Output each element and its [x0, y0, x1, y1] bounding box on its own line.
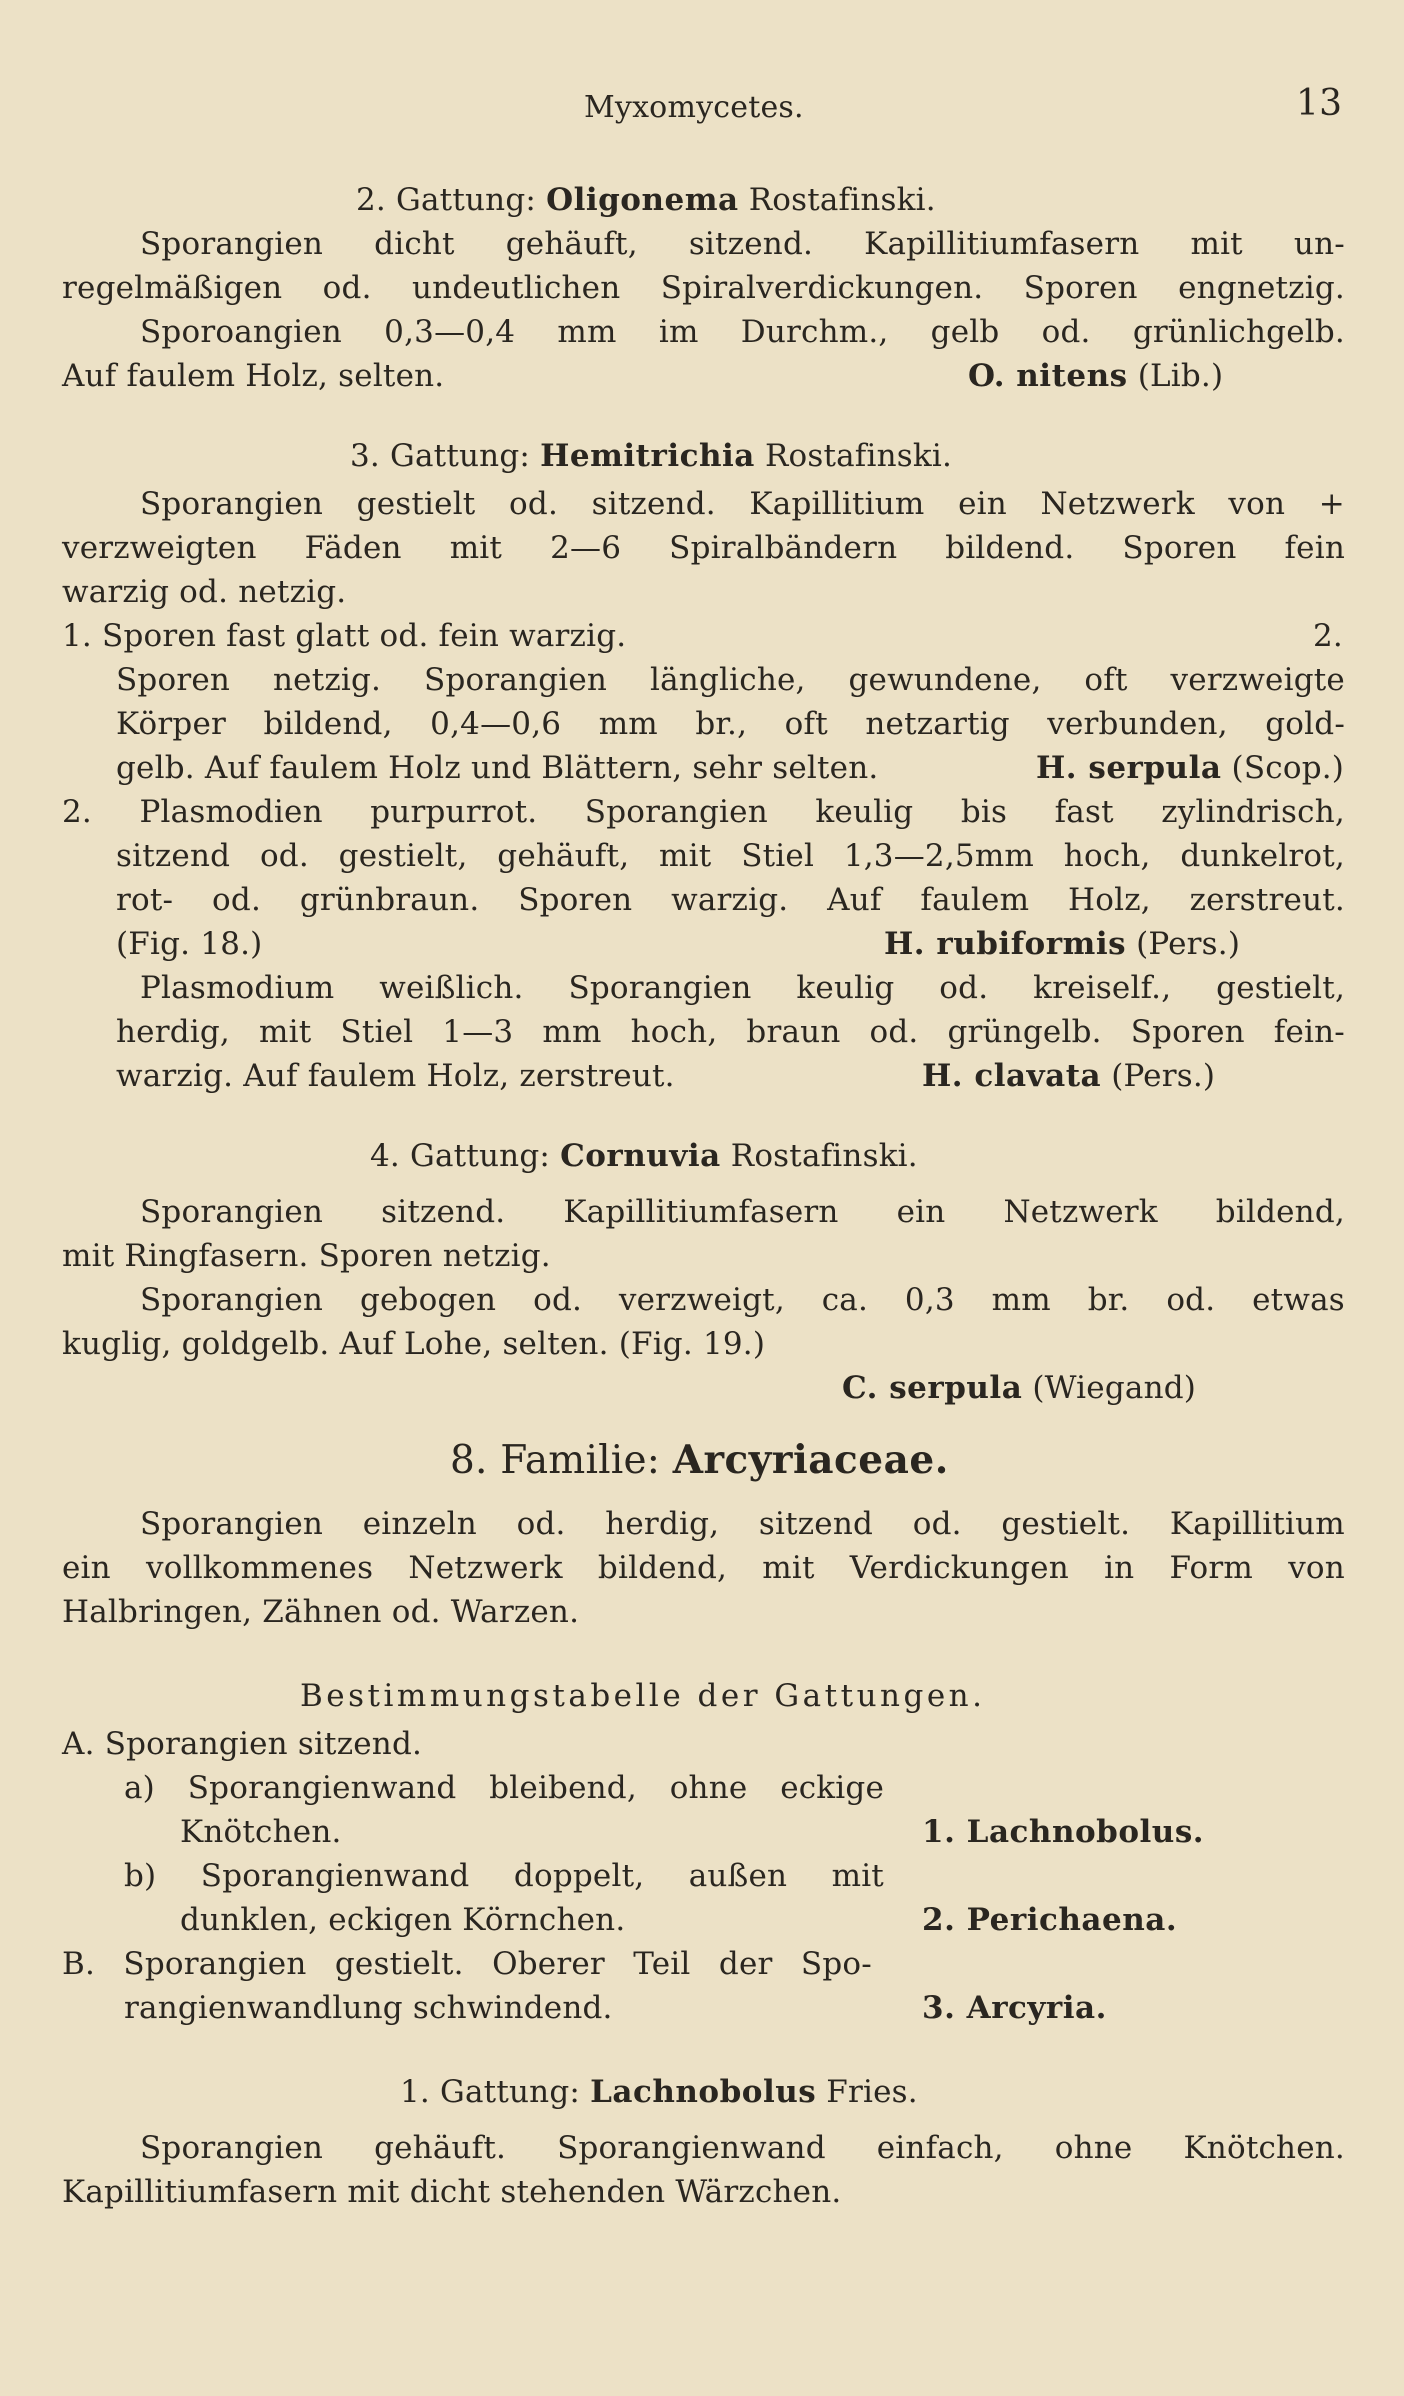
genus-heading-cornuvia — [370, 1136, 918, 1176]
text-line: kuglig, goldgelb. Auf Lohe, selten. (Fig. 19.) — [62, 1326, 766, 1362]
key-step-1: 1. Sporen fast glatt od. fein warzig. — [62, 618, 627, 654]
genus-heading-prefix: 4. Gattung: — [370, 1138, 551, 1174]
text-line: gelb. Auf faulem Holz und Blättern, sehr selten. — [116, 750, 879, 786]
species-hemitrichia-rubiformis — [884, 924, 1240, 964]
key-result-perichaena: 2. Perichaena. — [922, 1902, 1178, 1938]
text-line: Sporangien dicht gehäuft, sitzend. Kapillitiumfasern mit un- — [140, 226, 1345, 262]
genus-heading-lachnobolus — [400, 2072, 918, 2112]
text-line: warzig. Auf faulem Holz, zerstreut. — [116, 1058, 675, 1094]
key-result-lachnobolus: 1. Lachnobolus. — [922, 1814, 1205, 1850]
species-oligonema-nitens — [968, 356, 1223, 396]
family-prefix: 8. Familie: — [450, 1438, 661, 1483]
text-line: herdig, mit Stiel 1—3 mm hoch, braun od. grüngelb. Sporen fein- — [116, 1014, 1345, 1050]
text-line: Sporangien gebogen od. verzweigt, ca. 0,3 mm br. od. etwas — [140, 1282, 1345, 1318]
text-line: Sporangien einzeln od. herdig, sitzend od. gestielt. Kapillitium — [140, 1506, 1345, 1542]
text-line: regelmäßigen od. undeutlichen Spiralverdickungen. Sporen engnetzig. — [62, 270, 1345, 306]
species-cornuvia-serpula — [842, 1368, 1196, 1408]
family-name: Arcyriaceae. — [672, 1437, 949, 1483]
text-line: rot- od. grünbraun. Sporen warzig. Auf faulem Holz, zerstreut. — [116, 882, 1345, 918]
text-line: Sporangien gehäuft. Sporangienwand einfach, ohne Knötchen. — [140, 2130, 1345, 2166]
species-author: (Wiegand) — [1032, 1370, 1197, 1406]
running-header: Myxomycetes. — [584, 90, 804, 125]
text-line: Körper bildend, 0,4—0,6 mm br., oft netzartig verbunden, gold- — [116, 706, 1345, 742]
genus-heading-hemitrichia — [350, 436, 952, 476]
genus-heading-prefix: 1. Gattung: — [400, 2074, 581, 2110]
species-author: (Pers.) — [1111, 1058, 1216, 1094]
key-entry-b-cont: rangienwandlung schwindend. — [124, 1990, 613, 2026]
family-heading — [450, 1437, 949, 1483]
text-line: verzweigten Fäden mit 2—6 Spiralbändern bildend. Sporen fein — [62, 530, 1345, 566]
key-entry-a-b-cont: dunklen, eckigen Körnchen. — [180, 1902, 626, 1938]
species-hemitrichia-clavata — [922, 1056, 1215, 1096]
species-name: H. clavata — [922, 1058, 1102, 1094]
text-line: Kapillitiumfasern mit dicht stehenden Wärzchen. — [62, 2174, 842, 2210]
text-line: Plasmodium weißlich. Sporangien keulig od. kreiself., gestielt, — [140, 970, 1345, 1006]
genus-heading-prefix: 3. Gattung: — [350, 438, 531, 474]
species-author: (Scop.) — [1231, 750, 1345, 786]
genus-author: Rostafinski. — [730, 1138, 918, 1174]
text-line: Sporen netzig. Sporangien längliche, gewundene, oft verzweigte — [116, 662, 1345, 698]
species-author: (Pers.) — [1136, 926, 1241, 962]
text-line: Halbringen, Zähnen od. Warzen. — [62, 1594, 580, 1630]
key-step-ref: 2. — [1313, 618, 1343, 654]
species-name: C. serpula — [842, 1370, 1023, 1406]
text-line: ein vollkommenes Netzwerk bildend, mit Verdickungen in Form von — [62, 1550, 1345, 1586]
genus-name: Hemitrichia — [540, 438, 755, 474]
genus-author: Rostafinski. — [764, 438, 953, 474]
key-entry-a-a: a) Sporangienwand bleibend, ohne eckige — [124, 1770, 884, 1806]
genus-author: Fries. — [826, 2074, 918, 2110]
key-entry-b: B. Sporangien gestielt. Oberer Teil der Spo- — [62, 1946, 872, 1982]
species-hemitrichia-serpula — [1036, 748, 1344, 788]
text-line: Sporoangien 0,3—0,4 mm im Durchm., gelb od. grünlichgelb. — [140, 314, 1345, 350]
genus-name: Oligonema — [546, 182, 739, 218]
key-entry-a-a-cont: Knötchen. — [180, 1814, 342, 1850]
text-line: warzig od. netzig. — [62, 574, 347, 610]
species-name: O. nitens — [968, 358, 1128, 394]
text-line: mit Ringfasern. Sporen netzig. — [62, 1238, 551, 1274]
page-number: 13 — [1296, 83, 1343, 124]
genus-author: Rostafinski. — [748, 182, 936, 218]
text-line: sitzend od. gestielt, gehäuft, mit Stiel 1,3—2,5mm hoch, dunkelrot, — [116, 838, 1345, 874]
genus-heading-prefix: 2. Gattung: — [356, 182, 537, 218]
species-name: H. serpula — [1036, 750, 1222, 786]
key-entry-a: A. Sporangien sitzend. — [62, 1726, 423, 1762]
key-table-title: Bestimmungstabelle der Gattungen. — [300, 1678, 986, 1714]
species-name: H. rubiformis — [884, 926, 1127, 962]
genus-name: Cornuvia — [560, 1138, 721, 1174]
genus-name: Lachnobolus — [590, 2074, 817, 2110]
text-line: Sporangien gestielt od. sitzend. Kapillitium ein Netzwerk von + — [140, 486, 1345, 522]
species-author: (Lib.) — [1137, 358, 1224, 394]
text-line: (Fig. 18.) — [116, 926, 263, 962]
text-line: Sporangien sitzend. Kapillitiumfasern ein Netzwerk bildend, — [140, 1194, 1345, 1230]
key-entry-a-b: b) Sporangienwand doppelt, außen mit — [124, 1858, 884, 1894]
key-result-arcyria: 3. Arcyria. — [922, 1990, 1107, 2026]
genus-heading-oligonema — [356, 180, 936, 220]
text-line: Auf faulem Holz, selten. — [62, 358, 445, 394]
text-line: 2. Plasmodien purpurrot. Sporangien keulig bis fast zylindrisch, — [62, 794, 1345, 830]
